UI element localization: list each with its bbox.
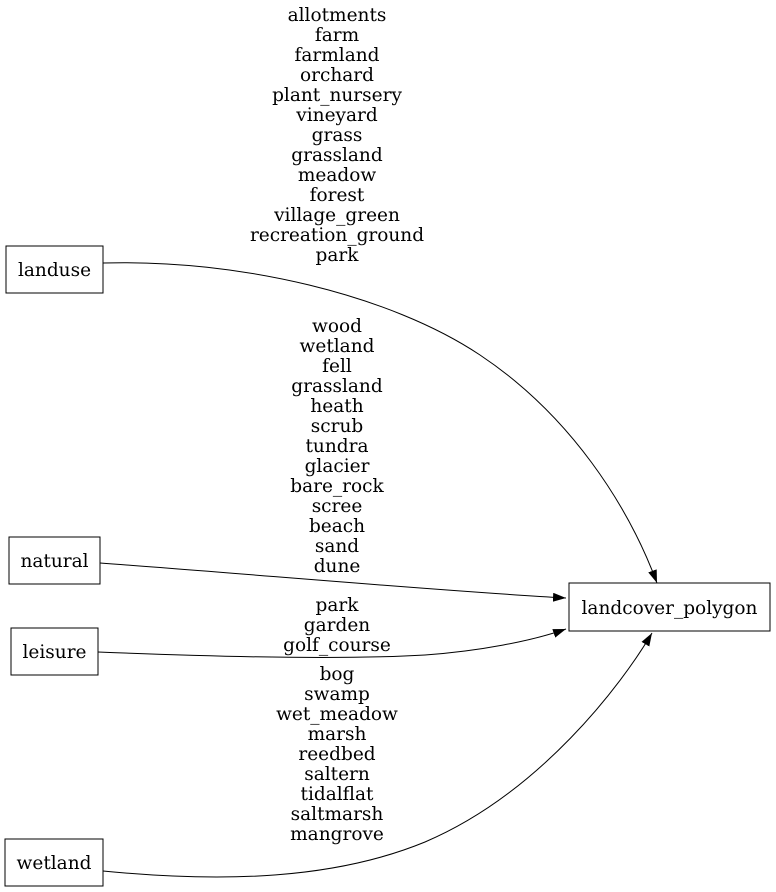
edge-label-line: mangrove — [290, 824, 384, 845]
edge-label-line: saltern — [304, 764, 370, 785]
edge-label-line: park — [315, 595, 359, 616]
edge-label-line: plant_nursery — [272, 85, 402, 106]
edge-label-line: glacier — [304, 456, 370, 477]
edge-label-line: farm — [314, 25, 360, 46]
edge-landuse-to-landcover-polygon — [103, 263, 657, 583]
node-leisure — [11, 628, 98, 675]
edge-label-line: vineyard — [296, 105, 378, 126]
edge-label-line: park — [315, 245, 359, 266]
edge-label-line: grass — [311, 125, 363, 146]
edge-label-line: sand — [314, 536, 360, 557]
edge-label-line: reedbed — [298, 744, 376, 765]
edge-label-line: tidalflat — [300, 784, 374, 805]
edge-label-line: orchard — [300, 65, 374, 86]
edge-label-line: grassland — [291, 376, 383, 397]
node-landcover-polygon — [569, 583, 770, 631]
edge-label-leisure-values — [283, 595, 391, 656]
edge-label-line: garden — [303, 615, 371, 636]
edge-label-line: beach — [308, 516, 366, 537]
edge-label-line: saltmarsh — [290, 804, 384, 825]
node-landcover-polygon-label: landcover_polygon — [581, 598, 758, 619]
node-natural-label: natural — [20, 551, 89, 572]
edge-label-line: tundra — [305, 436, 369, 457]
edge-label-line: scree — [311, 496, 363, 517]
edge-label-natural-values — [290, 316, 384, 577]
node-wetland-label: wetland — [16, 853, 92, 874]
node-landuse — [6, 246, 103, 293]
edge-label-line: marsh — [307, 724, 367, 745]
edge-label-line: forest — [309, 185, 365, 206]
edge-label-line: village_green — [274, 205, 400, 226]
edge-label-line: bare_rock — [290, 476, 384, 497]
edge-label-line: wet_meadow — [276, 704, 398, 725]
edge-label-landuse-values — [250, 5, 424, 266]
edge-label-line: wood — [312, 316, 362, 337]
edge-label-line: meadow — [297, 165, 377, 186]
edge-label-line: swamp — [304, 684, 370, 705]
node-landuse-label: landuse — [17, 260, 92, 281]
edge-label-line: recreation_ground — [249, 225, 425, 246]
edge-label-line: wetland — [299, 336, 375, 357]
edge-label-line: fell — [322, 356, 352, 377]
edge-label-line: dune — [313, 556, 361, 577]
edge-label-wetland-values — [276, 664, 398, 845]
edge-label-line: farmland — [294, 45, 380, 66]
edge-label-line: heath — [310, 396, 364, 417]
node-leisure-label: leisure — [22, 642, 87, 663]
edge-label-line: grassland — [291, 145, 383, 166]
edge-label-line: golf_course — [283, 635, 391, 656]
nodes-layer — [5, 246, 770, 886]
node-natural — [9, 537, 100, 584]
edges-layer — [98, 263, 657, 877]
edge-label-line: scrub — [310, 416, 364, 437]
node-wetland — [5, 839, 103, 886]
edge-label-line: allotments — [287, 5, 387, 26]
edge-label-line: bog — [319, 664, 355, 685]
